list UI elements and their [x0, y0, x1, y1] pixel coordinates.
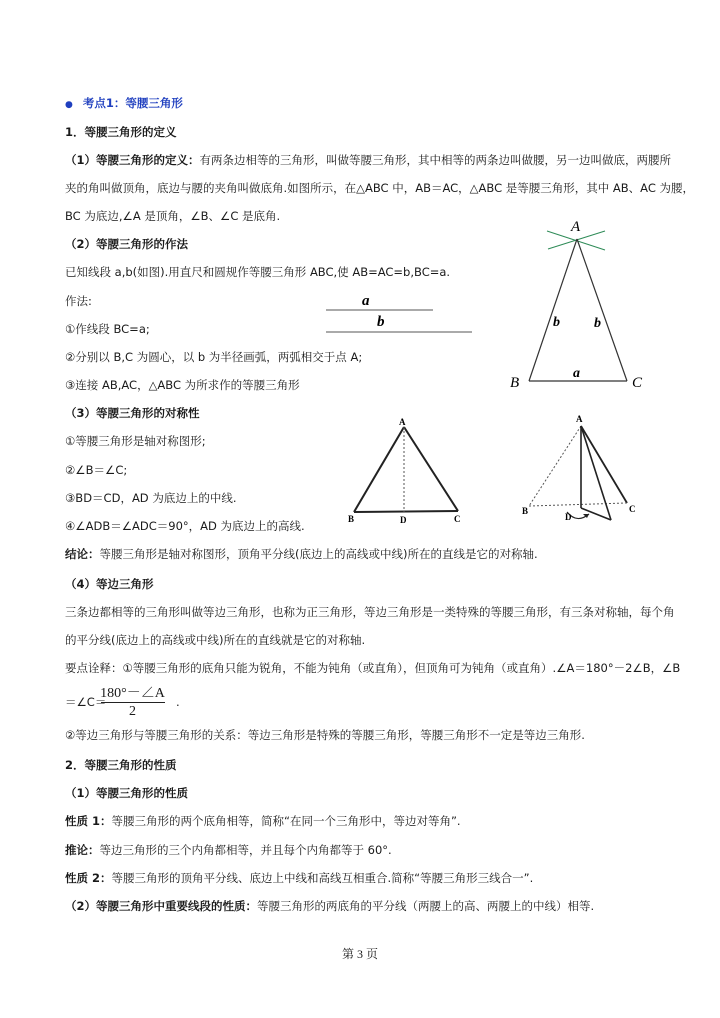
construction-triangle-figure [505, 215, 655, 395]
note-1: 要点诠释：①等腰三角形的底角只能为锐角，不能为钝角（或直角），但顶角可为钝角（或直角）.∠A＝180°－2∠B，∠B [65, 661, 681, 675]
property-2 [65, 870, 533, 886]
construction-step-2: ②分别以 B,C 为圆心，以 b 为半径画弧，两弧相交于点 A; [65, 350, 363, 364]
vertex-A-label: A [576, 414, 583, 424]
side-AB [529, 239, 577, 381]
side-b-right-label: b [594, 316, 601, 331]
important-segments-text: 等腰三角形的两底角的平分线（两腰上的高、两腰上的中线）相等. [257, 899, 595, 913]
corollary [65, 842, 392, 858]
vertex-C-label: C [632, 375, 643, 391]
construction-given: 已知线段 a,b(如图).用直尺和圆规作等腰三角形 ABC,使 AB=AC=b,BC=a. [65, 265, 451, 279]
heading-definition: 1．等腰三角形的定义 [65, 125, 177, 139]
note-2: ②等边三角形与等腰三角形的关系：等边三角形是特殊的等腰三角形，等腰三角形不一定是等边三角形. [65, 728, 585, 742]
vertex-C-label: C [629, 504, 636, 514]
side-BC [529, 503, 627, 506]
vertex-D-label: D [565, 512, 572, 522]
folding-triangle-figure [515, 408, 650, 528]
conclusion-label: 结论： [65, 547, 100, 561]
important-segments-label: （2）等腰三角形中重要线段的性质： [65, 899, 257, 913]
vertex-A-label: A [571, 219, 581, 235]
segment-b-label: b [377, 314, 385, 330]
vertex-B-label: B [522, 506, 529, 516]
fraction [95, 680, 170, 722]
side-AC [581, 426, 627, 503]
equilateral-line-2: 的平分线(底边上的高线或中线)所在的直线就是它的对称轴. [65, 633, 366, 647]
symmetry-triangle-figure [340, 412, 470, 532]
definition-label: （1）等腰三角形的定义： [65, 153, 200, 167]
section-title: 考点1：等腰三角形 [82, 96, 183, 110]
equation-suffix: . [176, 695, 180, 709]
heading-equilateral: （4）等边三角形 [65, 577, 154, 591]
vertex-B-label: B [510, 375, 520, 391]
symmetry-item-2: ②∠B＝∠C; [65, 463, 128, 477]
bullet-icon: ● [65, 100, 73, 110]
fraction-bar [101, 702, 165, 703]
equilateral-line-1: 三条边都相等的三角形叫做等边三角形，也称为正三角形，等边三角形是一类特殊的等腰三角形，有三条对称轴，每个角 [65, 605, 675, 619]
vertex-B-label: B [348, 514, 355, 524]
symmetry-item-4: ④∠ADB＝∠ADC＝90°，AD 为底边上的高线. [65, 519, 305, 533]
segment-a-label: a [362, 293, 370, 309]
heading-properties: 2．等腰三角形的性质 [65, 758, 177, 772]
vertex-A-label: A [399, 417, 406, 427]
page-number: 第 3 页 [341, 947, 378, 961]
conclusion-text: 等腰三角形是轴对称图形，顶角平分线(底边上的高线或中线)所在的直线是它的对称轴. [99, 547, 538, 561]
construction-step-3: ③连接 AB,AC，△ABC 为所求作的等腰三角形 [65, 378, 300, 392]
definition-line-2: 夹的角叫做顶角，底边与腰的夹角叫做底角.如图所示，在△ABC 中，AB＝AC，△ABC 是等腰三角形，其中 AB、AC 为腰， [65, 181, 695, 195]
side-AB [529, 426, 581, 506]
fraction-numerator: 180°－∠A [100, 686, 165, 701]
side-AC [577, 239, 627, 381]
property-1 [65, 813, 461, 829]
segments-figure [320, 288, 480, 338]
corollary-label: 推论： [65, 843, 100, 857]
fraction-denominator: 2 [129, 704, 136, 719]
folded-edge [581, 426, 611, 520]
vertex-C-label: C [454, 514, 461, 524]
corollary-text: 等边三角形的三个内角都相等，并且每个内角都等于 60°. [99, 843, 392, 857]
property-2-text: 等腰三角形的顶角平分线、底边上中线和高线互相重合.简称“等腰三角形三线合一”. [111, 871, 534, 885]
side-AC [404, 427, 458, 511]
important-segments [65, 898, 594, 914]
construction-method: 作法: [65, 294, 92, 308]
heading-construction: （2）等腰三角形的作法 [65, 237, 189, 251]
heading-properties-sub: （1）等腰三角形的性质 [65, 786, 189, 800]
equation-prefix: ＝∠C＝ [65, 695, 107, 709]
symmetry-item-3: ③BD＝CD，AD 为底边上的中线. [65, 491, 237, 505]
construction-step-1: ①作线段 BC=a; [65, 322, 150, 336]
definition-text: 有两条边相等的三角形，叫做等腰三角形，其中相等的两条边叫做腰，另一边叫做底，两腰所 [199, 153, 672, 167]
side-AB [354, 427, 404, 512]
property-1-text: 等腰三角形的两个底角相等，简称“在同一个三角形中，等边对等角”. [111, 814, 461, 828]
definition-line-1 [65, 152, 671, 168]
side-a-label: a [573, 366, 580, 381]
definition-line-3: BC 为底边,∠A 是顶角，∠B、∠C 是底角. [65, 209, 281, 223]
property-2-label: 性质 2： [65, 871, 112, 885]
section-header [65, 95, 183, 113]
vertex-D-label: D [400, 515, 407, 525]
heading-symmetry: （3）等腰三角形的对称性 [65, 406, 200, 420]
property-1-label: 性质 1： [65, 814, 112, 828]
side-b-left-label: b [553, 315, 560, 330]
symmetry-item-1: ①等腰三角形是轴对称图形; [65, 434, 206, 448]
symmetry-conclusion [65, 546, 538, 562]
side-BC [354, 511, 458, 512]
